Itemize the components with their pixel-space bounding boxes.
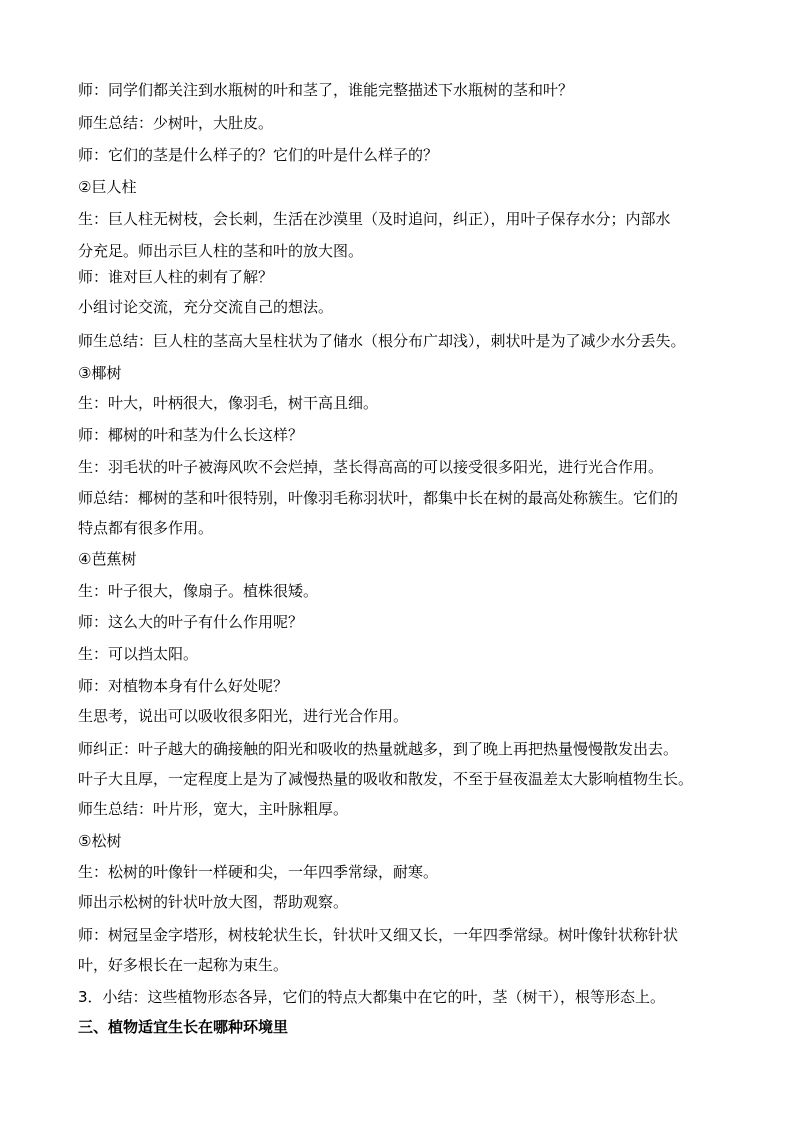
section-label: ②巨人柱 [78, 178, 137, 196]
text-line: 师：同学们都关注到水瓶树的叶和茎了，谁能完整描述下水瓶树的茎和叶？ [78, 81, 574, 99]
text-line: 师：树冠呈金字塔形，树枝轮状生长，针状叶又细又长，一年四季常绿。树叶像针状称针状 [78, 926, 679, 944]
text-line: 师总结：椰树的茎和叶很特别，叶像羽毛称羽状叶，都集中长在树的最高处称簇生。它们的 [78, 489, 679, 507]
text-line: 叶子大且厚，一定程度上是为了减慢热量的吸收和散发，不至于昼夜温差太大影响植物生长。 [78, 770, 694, 788]
text-line: 生：松树的叶像针一样硬和尖，一年四季常绿，耐寒。 [78, 863, 439, 881]
section-heading: 三、植物适宜生长在哪种环境里 [78, 1018, 289, 1036]
text-line: 生：叶大，叶柄很大，像羽毛，树干高且细。 [78, 394, 379, 412]
section-label: ③椰树 [78, 364, 122, 382]
text-line: 特点都有很多作用。 [78, 519, 214, 537]
text-line: 师：椰树的叶和茎为什么长这样？ [78, 426, 304, 444]
text-line: 师：谁对巨人柱的刺有了解？ [78, 268, 274, 286]
text-line: 分充足。师出示巨人柱的茎和叶的放大图。 [78, 242, 364, 260]
text-line: 师：这么大的叶子有什么作用呢？ [78, 613, 304, 631]
text-line: 生：羽毛状的叶子被海风吹不会烂掉，茎长得高高的可以接受很多阳光，进行光合作用。 [78, 458, 664, 476]
text-line: 师：它们的茎是什么样子的？它们的叶是什么样子的？ [78, 146, 439, 164]
text-line: 师生总结：少树叶，大肚皮。 [78, 114, 274, 132]
text-line: 生：巨人柱无树枝，会长刺，生活在沙漠里（及时追问，纠正），用叶子保存水分；内部水 [78, 210, 671, 228]
text-line: 生思考，说出可以吸收很多阳光，进行光合作用。 [78, 707, 409, 725]
text-line: 叶，好多根长在一起称为束生。 [78, 956, 289, 974]
text-line: 生：叶子很大，像扇子。植株很矮。 [78, 582, 319, 600]
section-label: ⑤松树 [78, 832, 122, 850]
text-line: 3．小结：这些植物形态各异，它们的特点大都集中在它的叶，茎（树干），根等形态上。 [78, 988, 666, 1006]
text-line: 师：对植物本身有什么好处呢？ [78, 677, 289, 695]
text-line: 生：可以挡太阳。 [78, 645, 199, 663]
section-label: ④芭蕉树 [78, 550, 137, 568]
text-line: 师出示松树的针状叶放大图，帮助观察。 [78, 893, 349, 911]
text-line: 师生总结：巨人柱的茎高大呈柱状为了储水（根分布广却浅），刺状叶是为了减少水分丢失。 [78, 332, 686, 350]
text-line: 小组讨论交流，充分交流自己的想法。 [78, 298, 334, 316]
text-line: 师纠正：叶子越大的确接触的阳光和吸收的热量就越多，到了晚上再把热量慢慢散发出去。 [78, 740, 679, 758]
text-line: 师生总结：叶片形，宽大，主叶脉粗厚。 [78, 800, 349, 818]
